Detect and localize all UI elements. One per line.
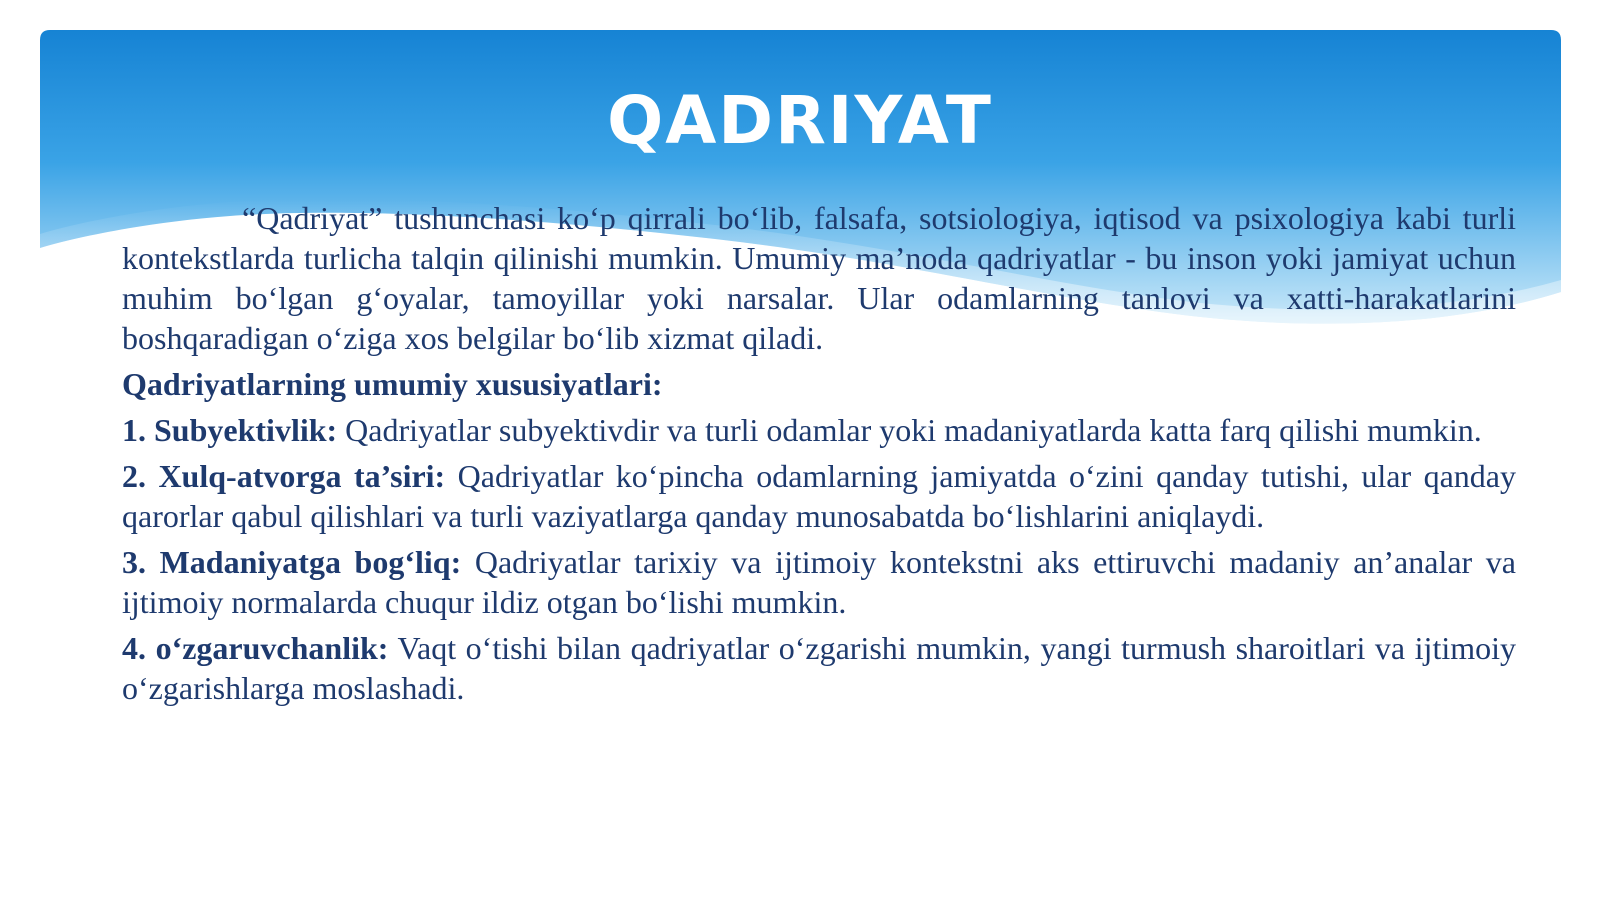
list-item	[122, 542, 1516, 622]
list-item-text: Qadriyatlar tarixiy va ijtimoiy kontekstni aks ettiruvchi madaniy an’analar va ijtimoiy normalarda chuqur ildiz otgan bo‘lishi mumkin.	[122, 544, 1517, 620]
list-item	[122, 456, 1516, 536]
list-item	[122, 628, 1516, 708]
list-item-label: 4. o‘zgaruvchanlik:	[122, 630, 389, 666]
list-item-label: 3. Madaniyatga bog‘liq:	[122, 544, 462, 580]
list-item-text: Qadriyatlar subyektivdir va turli odamlar yoki madaniyatlarda katta farq qilishi mumkin.	[337, 412, 1482, 448]
list-item-label: 1. Subyektivlik:	[122, 412, 338, 448]
slide-title: QADRIYAT	[607, 82, 993, 159]
slide-body	[122, 198, 1516, 714]
list-item-label: 2. Xulq-atvorga ta’siri:	[122, 458, 446, 494]
list-item-text: Qadriyatlar ko‘pincha odamlarning jamiyatda o‘zini qanday tutishi, ular qanday qarorlar qabul qilishlari va turli vaziyatlarga qanday munosabatda bo‘lishlarini aniqlaydi.	[122, 458, 1517, 534]
list-item	[122, 410, 1516, 450]
intro-paragraph: “Qadriyat” tushunchasi ko‘p qirrali bo‘lib, falsafa, sotsiologiya, iqtisod va psixologiya kabi turli kontekstlarda turlicha talqin qilinishi mumkin. Umumiy ma’noda qadriyatlar - bu inson yoki jamiyat uchun muhim bo‘lgan g‘oyalar, tamoyillar yoki narsalar. Ular odamlarning tanlovi va xatti-harakatlarini boshqaradigan o‘ziga xos belgilar bo‘lib xizmat qiladi.	[122, 200, 1516, 356]
list-item-text: Vaqt o‘tishi bilan qadriyatlar o‘zgarishi mumkin, yangi turmush sharoitlari va ijtimoiy o‘zgarishlarga moslashadi.	[122, 630, 1517, 706]
section-heading: Qadriyatlarning umumiy xususiyatlari:	[122, 366, 663, 402]
